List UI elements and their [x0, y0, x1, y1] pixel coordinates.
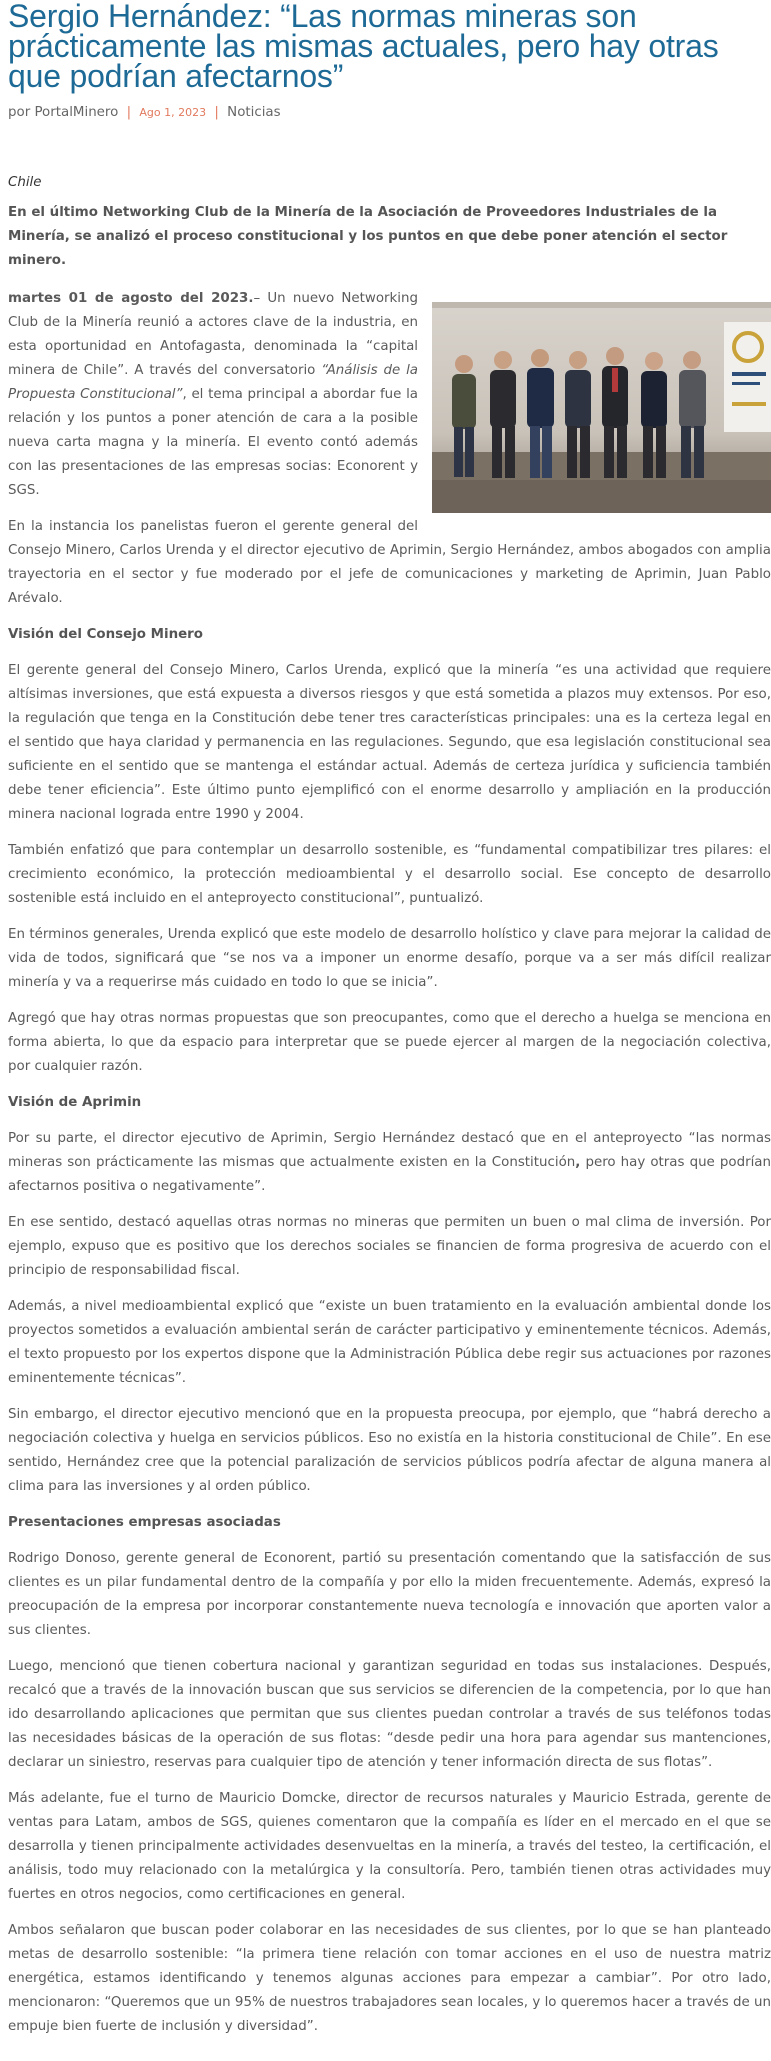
- intro-italic: “Análisis de la Propuesta Constitucional”: [8, 363, 418, 402]
- presentaciones-paragraph-1: Rodrigo Donoso, gerente general de Econorent, partió su presentación comentando que la satisfacción de sus clientes es un pilar fundamental dentro de la compañía y por ello la miden frecuentemente. Además, expresó la preocupación de la empresa por incorporar constantemente nueva tecnología e innovación que aporten valor a sus clientes.: [8, 1551, 771, 1638]
- intro-text: – Un nuevo Networking Club de la Minería reunió a actores clave de la industria, en esta oportunidad en Antofagasta, denominada la “capital minera de Chile”. A través del conversatorio: [8, 291, 418, 378]
- article-title: Sergio Hernández: “Las normas mineras son prácticamente las mismas actuales, pero hay otras que podrían afectarnos”: [8, 0, 719, 94]
- location-label: Chile: [8, 175, 42, 190]
- publish-date: Ago 1, 2023: [139, 106, 207, 119]
- consejo-paragraph-3: En términos generales, Urenda explicó que este modelo de desarrollo holístico y clave para mejorar la calidad de vida de todos, significará que “se nos va a imponer un enorme desafío, porque va a ser más difícil realizar minería y va a requerirse más cuidado en todo lo que se inicia”.: [8, 927, 771, 990]
- aprimin-paragraph-2: En ese sentido, destacó aquellas otras normas no mineras que permiten un buen o mal clima de inversión. Por ejemplo, expuso que es positivo que los derechos sociales se financien de forma progresiva de acuerdo con el principio de responsabilidad fiscal.: [8, 1215, 771, 1278]
- panel-paragraph: En la instancia los panelistas fueron el gerente general del Consejo Minero, Carlos Urenda y el director ejecutivo de Aprimin, Sergio Hernández, ambos abogados con amplia trayectoria en el sector y fue moderado por el jefe de comunicaciones y marketing de Aprimin, Juan Pablo Arévalo.: [8, 519, 771, 606]
- meta-separator: |: [214, 105, 219, 120]
- section-heading-presentaciones: Presentaciones empresas asociadas: [8, 1515, 281, 1530]
- aprimin-paragraph-4: Sin embargo, el director ejecutivo mencionó que en la propuesta preocupa, por ejemplo, que “habrá derecho a negociación colectiva y huelga en servicios públicos. Eso no existía en la historia constitucional de Chile”. En ese sentido, Hernández cree que la potencial paralización de servicios públicos podría afectar de alguna manera al clima para las inversiones y al orden público.: [8, 1407, 771, 1494]
- consejo-paragraph-4: Agregó que hay otras normas propuestas que son preocupantes, como que el derecho a huelga se menciona en forma abierta, lo que da espacio para interpretar que se puede ejercer al margen de la negociación colectiva, por cualquier razón.: [8, 1011, 771, 1074]
- author-byline[interactable]: por PortalMinero: [8, 105, 119, 120]
- aprimin-paragraph-1: [8, 1127, 771, 1199]
- intro-date: martes 01 de agosto del 2023.: [8, 291, 254, 306]
- presentaciones-paragraph-4: Ambos señalaron que buscan poder colaborar en las necesidades de sus clientes, por lo que se han planteado metas de desarrollo sostenible: “la primera tiene relación con tomar acciones en el uso de nuestra matriz energética, estamos identificando y tenemos algunas acciones para empezar a cambiar”. Por otro lado, mencionaron: “Queremos que un 95% de nuestros trabajadores sean locales, y lo queremos hacer a través de un empuje bien fuerte de inclusión y diversidad”.: [8, 1923, 771, 2034]
- aprimin-text: pero hay otras que podrían afectarnos positiva o negativamente”.: [8, 1155, 771, 1194]
- aprimin-comma: ,: [575, 1155, 581, 1170]
- article-meta: [8, 103, 771, 123]
- meta-separator: |: [126, 105, 132, 120]
- event-photo: [432, 302, 771, 513]
- section-heading-consejo: Visión del Consejo Minero: [8, 627, 203, 642]
- intro-text: , el tema principal a abordar fue la relación y los puntos a poner atención de cara a la posible nueva carta magna y la minería. El evento contó además con las presentaciones de las empresas socias: Econorent y SGS.: [8, 387, 419, 498]
- aprimin-text: Por su parte, el director ejecutivo de Aprimin, Sergio Hernández destacó que en el anteproyecto “las normas mineras son prácticamente las mismas que actualmente existen en la Constitución: [8, 1131, 771, 1170]
- article-lead: En el último Networking Club de la Minería de la Asociación de Proveedores Industriales de la Minería, se analizó el proceso constitucional y los puntos en que debe poner atención el sector minero.: [8, 205, 728, 268]
- consejo-paragraph-1: El gerente general del Consejo Minero, Carlos Urenda, explicó que la minería “es una actividad que requiere altísimas inversiones, que está expuesta a diversos riesgos y que está sometida a plazos muy extensos. Por eso, la regulación que tenga en la Constitución debe tener tres características principales: una es la certeza legal en el sentido que haya claridad y permanencia en las regulaciones. Segundo, que esa legislación constitucional sea suficiente en el sentido que se mantenga el estándar actual. Además de certeza jurídica y suficiencia también debe tener eficiencia”. Este último punto ejemplificó con el enorme desarrollo y ampliación en la producción minera nacional lograda entre 1990 y 2004.: [8, 663, 771, 822]
- consejo-paragraph-2: También enfatizó que para contemplar un desarrollo sostenible, es “fundamental compatibilizar tres pilares: el crecimiento económico, la protección medioambiental y el desarrollo social. Ese concepto de desarrollo sostenible está incluido en el anteproyecto constitucional”, puntualizó.: [8, 843, 771, 906]
- presentaciones-paragraph-3: Más adelante, fue el turno de Mauricio Domcke, director de recursos naturales y Mauricio Estrada, gerente de ventas para Latam, ambos de SGS, quienes comentaron que la compañía es líder en el mercado en el que se desarrolla y tienen principalmente actividades desenvueltas en la minería, a través del testeo, la certificación, el análisis, todo muy relacionado con la metalúrgica y la consultoría. Pero, también tienen otras actividades muy fuertes en otros negocios, como certificaciones en general.: [8, 1791, 771, 1902]
- section-heading-aprimin: Visión de Aprimin: [8, 1095, 142, 1110]
- aprimin-paragraph-3: Además, a nivel medioambiental explicó que “existe un buen tratamiento en la evaluación ambiental donde los proyectos sometidos a evaluación ambiental serán de carácter participativo y eminentemente técnicos. Además, el texto propuesto por los expertos dispone que la Administración Pública debe regir sus actuaciones por razones eminentemente técnicas”.: [8, 1299, 771, 1386]
- presentaciones-paragraph-2: Luego, mencionó que tienen cobertura nacional y garantizan seguridad en todas sus instalaciones. Después, recalcó que a través de la innovación buscan que sus servicios se diferencien de la competencia, por lo que han ido desarrollando aplicaciones que permitan que sus clientes puedan controlar a través de sus teléfonos todas las necesidades básicas de la operación de sus flotas: “desde pedir una hora para agendar sus mantenciones, declarar un siniestro, reservas para cualquier tipo de atención y tener información directa de sus flotas”.: [8, 1659, 771, 1770]
- category-link[interactable]: Noticias: [227, 105, 281, 120]
